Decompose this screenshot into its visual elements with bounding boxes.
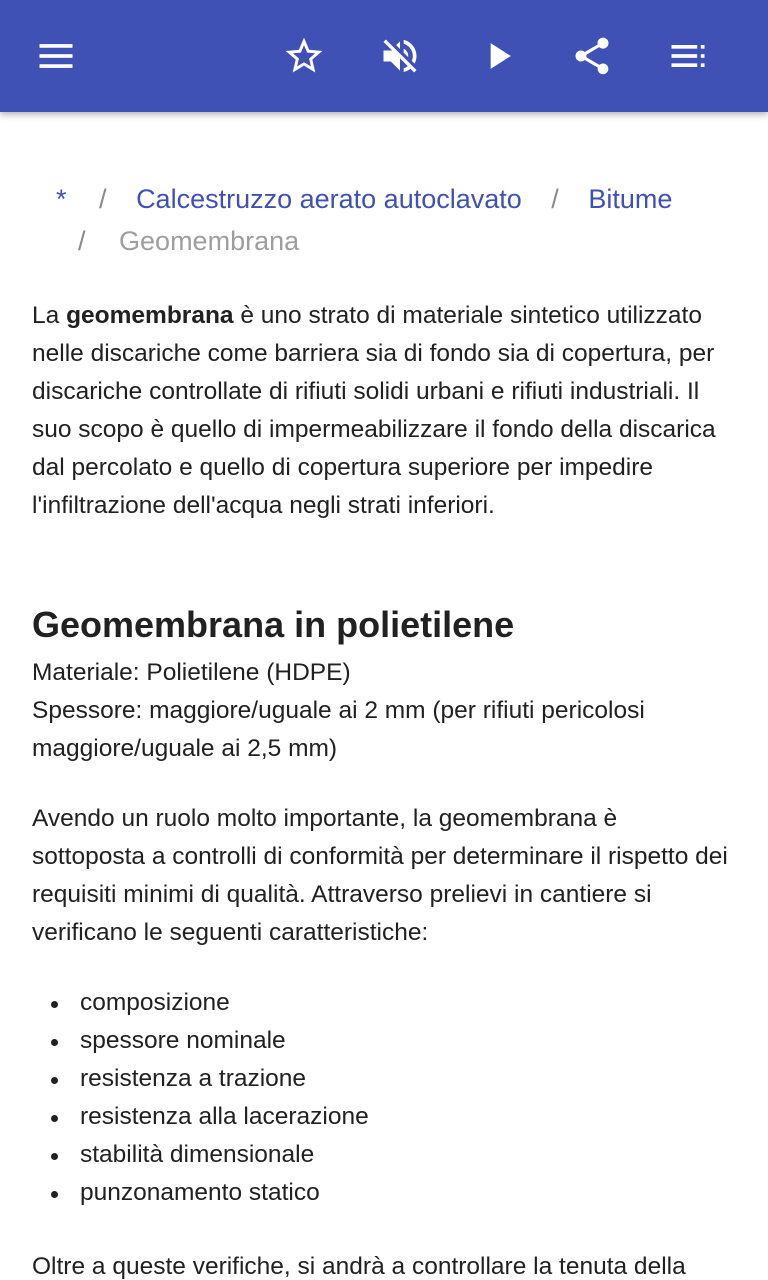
intro-text: è uno strato di materiale sintetico utilizzato nelle discariche come barriera sia di fondo sia di copertura, per discariche controllate di rifiuti solidi urbani e rifiuti industriali. Il suo scopo è quello di impermeabilizzare il fondo della discarica dal percolato e quello di copertura superiore per impedire l'infiltrazione dell'acqua negli strati inferiori. <box>32 302 716 519</box>
play-icon <box>476 34 520 78</box>
intro-prefix: La <box>32 302 67 329</box>
material-line: Materiale: Polietilene (HDPE) <box>32 659 351 686</box>
breadcrumb-line-1 <box>56 178 716 220</box>
breadcrumb-line-2 <box>56 220 716 262</box>
breadcrumb-item-bitume[interactable]: Bitume <box>588 184 673 214</box>
intro-term: geomembrana <box>66 302 234 329</box>
article-content <box>0 112 768 1280</box>
favorite-button[interactable] <box>272 24 336 88</box>
menu-button[interactable] <box>24 24 88 88</box>
breadcrumb-separator: / <box>78 226 86 256</box>
breadcrumb-item-calcestruzzo[interactable]: Calcestruzzo aerato autoclavato <box>136 184 522 214</box>
section-heading: Geomembrana in polietilene <box>32 604 515 645</box>
closing-paragraph: Oltre a queste verifiche, si andrà a controllare la tenuta della <box>32 1253 686 1280</box>
share-button[interactable] <box>560 24 624 88</box>
intro-paragraph <box>32 297 732 525</box>
list-item: stabilità dimensionale <box>32 1136 732 1174</box>
list-item: spessore nominale <box>32 1022 732 1060</box>
thickness-line: Spessore: maggiore/uguale ai 2 mm (per rifiuti pericolosi maggiore/uguale ai 2,5 mm) <box>32 697 645 762</box>
star-outline-icon <box>282 34 326 78</box>
breadcrumb <box>56 178 716 262</box>
play-button[interactable] <box>466 24 530 88</box>
features-list <box>32 984 732 1212</box>
list-item: composizione <box>32 984 732 1022</box>
breadcrumb-item-home[interactable]: * <box>56 184 67 214</box>
list-item: punzonamento statico <box>32 1174 732 1212</box>
volume-off-icon <box>378 34 422 78</box>
mute-button[interactable] <box>368 24 432 88</box>
breadcrumb-separator: / <box>99 184 107 214</box>
contents-button[interactable] <box>656 24 720 88</box>
list-item: resistenza a trazione <box>32 1060 732 1098</box>
list-item: resistenza alla lacerazione <box>32 1098 732 1136</box>
breadcrumb-current: Geomembrana <box>119 226 300 256</box>
breadcrumb-separator: / <box>551 184 559 214</box>
share-icon <box>570 34 614 78</box>
table-of-contents-icon <box>666 34 710 78</box>
app-toolbar <box>0 0 768 112</box>
menu-icon <box>34 34 78 78</box>
control-paragraph: Avendo un ruolo molto importante, la geomembrana è sottoposta a controlli di conformità per determinare il rispetto dei requisiti minimi di qualità. Attraverso prelievi in cantiere si verificano le seguenti caratteristiche: <box>32 805 728 946</box>
